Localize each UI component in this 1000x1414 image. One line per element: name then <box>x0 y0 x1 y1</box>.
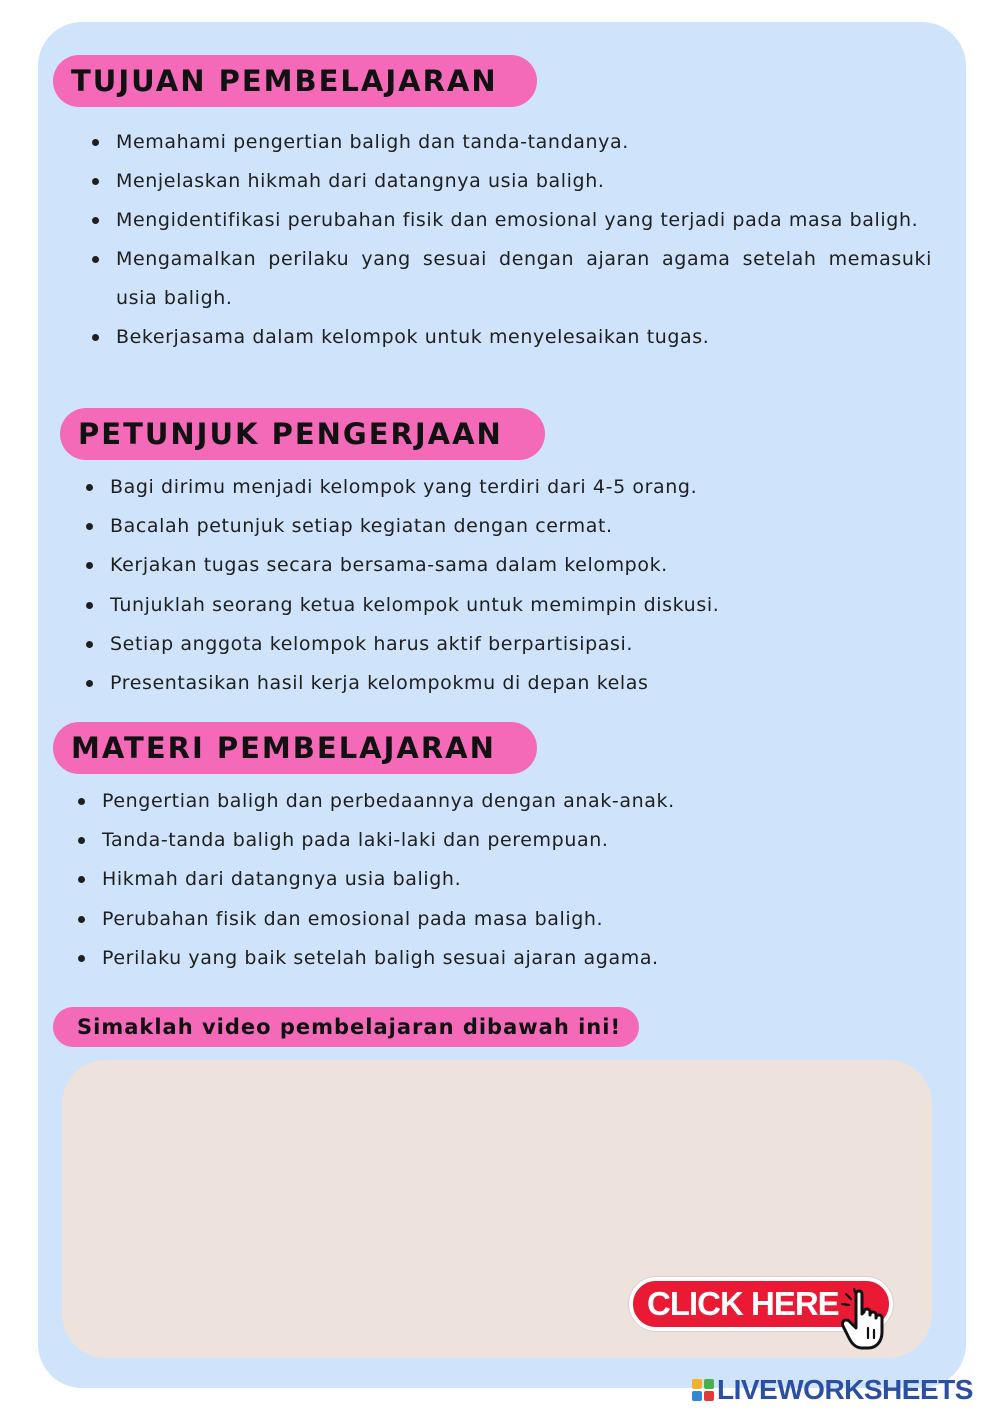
list-item: Hikmah dari datangnya usia baligh. <box>78 860 918 899</box>
hand-pointer-icon <box>840 1288 900 1350</box>
brand-name: LIVEWORKSHEETS <box>717 1374 973 1405</box>
list-item: Bacalah petunjuk setiap kegiatan dengan cermat. <box>86 507 926 546</box>
list-tujuan <box>92 123 932 357</box>
list-item: Menjelaskan hikmah dari datangnya usia baligh. <box>92 162 932 201</box>
list-item: Perilaku yang baik setelah baligh sesuai ajaran agama. <box>78 939 918 978</box>
section-title-materi: MATERI PEMBELAJARAN <box>53 722 537 774</box>
list-item: Bagi dirimu menjadi kelompok yang terdiri dari 4-5 orang. <box>86 468 926 507</box>
list-item: Mengidentifikasi perubahan fisik dan emosional yang terjadi pada masa baligh. <box>92 201 932 240</box>
brand-watermark <box>692 1374 973 1406</box>
list-materi <box>78 782 918 978</box>
list-item: Tunjuklah seorang ketua kelompok untuk memimpin diskusi. <box>86 586 926 625</box>
list-item: Pengertian baligh dan perbedaannya dengan anak-anak. <box>78 782 918 821</box>
list-item: Setiap anggota kelompok harus aktif berpartisipasi. <box>86 625 926 664</box>
video-prompt: Simaklah video pembelajaran dibawah ini! <box>53 1007 639 1047</box>
list-item: Memahami pengertian baligh dan tanda-tandanya. <box>92 123 932 162</box>
list-item: Mengamalkan perilaku yang sesuai dengan ajaran agama setelah memasuki usia baligh. <box>92 240 932 318</box>
click-here-label: CLICK HERE <box>647 1285 839 1322</box>
list-item: Bekerjasama dalam kelompok untuk menyelesaikan tugas. <box>92 318 932 357</box>
list-item: Perubahan fisik dan emosional pada masa baligh. <box>78 900 918 939</box>
list-petunjuk <box>86 468 926 703</box>
list-item: Tanda-tanda baligh pada laki-laki dan perempuan. <box>78 821 918 860</box>
liveworksheets-logo-icon <box>692 1379 714 1401</box>
list-item: Presentasikan hasil kerja kelompokmu di depan kelas <box>86 664 926 703</box>
section-title-tujuan: TUJUAN PEMBELAJARAN <box>53 55 537 107</box>
section-title-petunjuk: PETUNJUK PENGERJAAN <box>60 408 545 460</box>
list-item: Kerjakan tugas secara bersama-sama dalam kelompok. <box>86 546 926 585</box>
